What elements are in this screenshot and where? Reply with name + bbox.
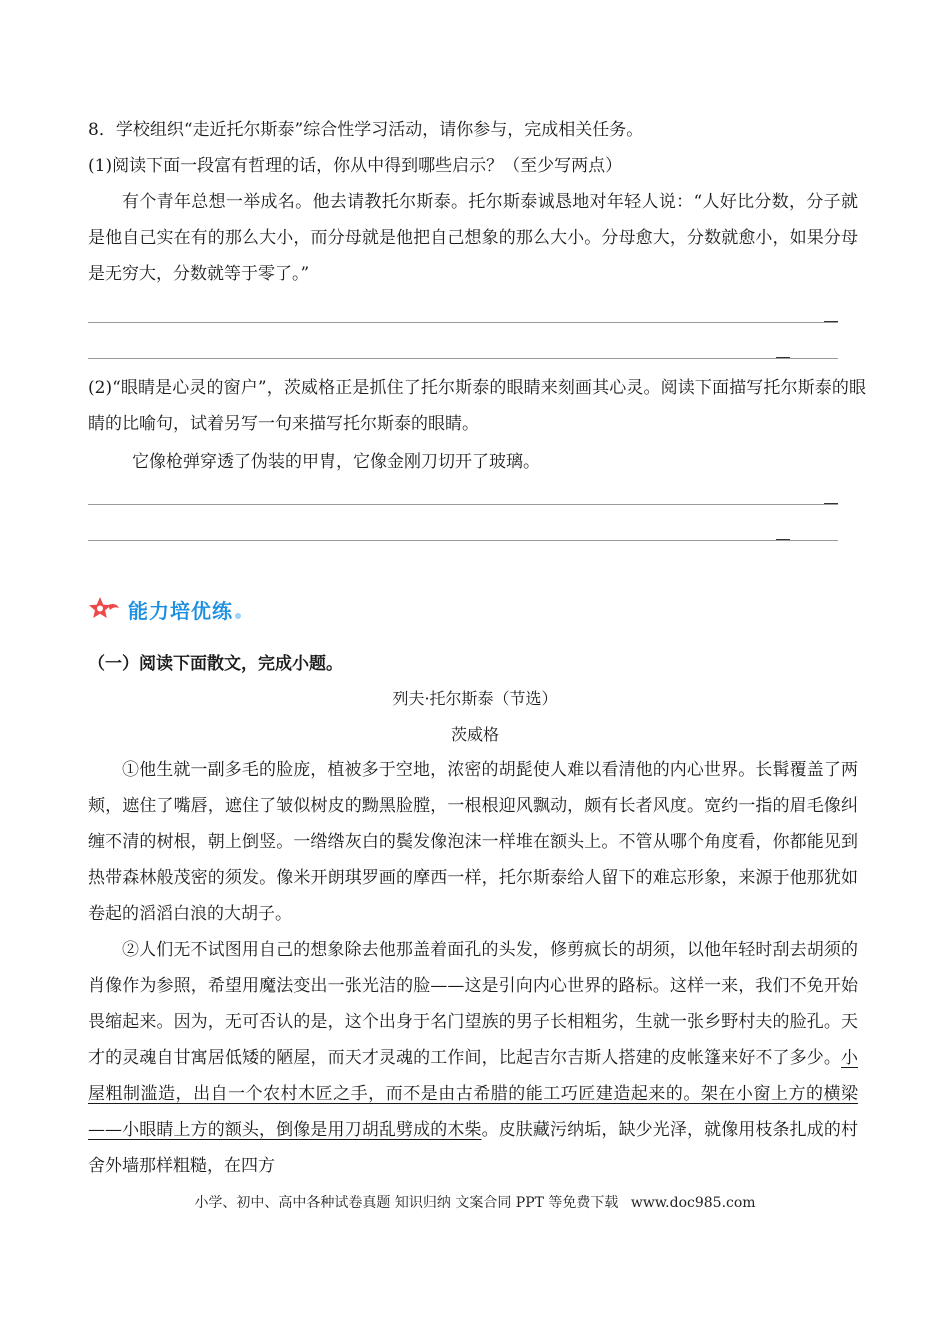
- philosophy-passage-text: 有个青年总想一举成名。他去请教托尔斯泰。托尔斯泰诚恳地对年轻人说：“人好比分数，分子就是他自己实在有的那么大小，而分母就是他把自己想象的那么大小。分母愈大，分数就愈小，如果分母是无穷大，分数就等于零了。”: [88, 192, 858, 284]
- answer-line-3: [88, 504, 838, 505]
- article-paragraph-2: [88, 932, 858, 1184]
- answer-line-2-tick: [776, 357, 790, 358]
- article-author: 茨威格: [450, 725, 499, 744]
- answer-line-4-tick: [776, 539, 790, 540]
- answer-line-1-tick: [824, 321, 838, 322]
- answer-line-3-tick: [824, 503, 838, 504]
- article-paragraph-1: ①他生就一副多毛的脸庞，植被多于空地，浓密的胡髭使人难以看清他的内心世界。长髯覆盖了两颊，遮住了嘴唇，遮住了皱似树皮的黝黑脸膛，一根根迎风飘动，颇有长者风度。宽约一指的眉毛像纠缠不清的树根，朝上倒竖。一绺绺灰白的鬓发像泡沫一样堆在额头上。不管从哪个角度看，你都能见到热带森林般茂密的须发。像米开朗琪罗画的摩西一样，托尔斯泰给人留下的难忘形象，来源于他那犹如卷起的滔滔白浪的大胡子。: [88, 760, 858, 924]
- philosophy-passage: [88, 184, 858, 292]
- section-heading: [88, 594, 241, 624]
- page-footer: [0, 1192, 950, 1212]
- decorative-dot: [235, 613, 241, 619]
- eye-metaphor-example: 它像枪弹穿透了伪装的甲胄，它像金刚刀切开了玻璃。: [132, 452, 540, 472]
- question-8-stem: 8．学校组织“走近托尔斯泰”综合性学习活动，请你参与，完成相关任务。: [88, 120, 644, 140]
- answer-line-2: [88, 358, 838, 359]
- article-title: 列夫·托尔斯泰（节选）: [392, 689, 558, 708]
- paragraph-2-tail: 。皮肤藏污纳垢，缺少光泽，就像用枝条扎成的村舍外墙那样粗糙，在四方: [88, 1120, 859, 1176]
- star-icon: [88, 596, 122, 622]
- article-body: [88, 752, 858, 1184]
- question-8-part1-prompt: (1)阅读下面一段富有哲理的话，你从中得到哪些启示？（至少写两点）: [88, 156, 623, 176]
- footer-url: www.doc985.com: [630, 1195, 756, 1211]
- answer-line-4: [88, 540, 838, 541]
- reading-instruction: （一）阅读下面散文，完成小题。: [88, 654, 343, 674]
- answer-line-1: [88, 322, 838, 323]
- footer-text: 小学、初中、高中各种试卷真题 知识归纳 文案合同 PPT 等免费下载: [194, 1195, 619, 1211]
- question-8-part2-prompt-block: [88, 370, 866, 442]
- section-heading-label: 能力培优练: [128, 598, 233, 623]
- question-8-part2-prompt: (2)“眼睛是心灵的窗户”，茨威格正是抓住了托尔斯泰的眼睛来刻画其心灵。阅读下面描写托尔斯泰的眼睛的比喻句，试着另写一句来描写托尔斯泰的眼睛。: [88, 378, 866, 434]
- paragraph-2-lead: ②人们无不试图用自己的想象除去他那盖着面孔的头发，修剪疯长的胡须，以他年轻时刮去胡须的肖像作为参照，希望用魔法变出一张光洁的脸——这是引向内心世界的路标。这样一来，我们不免开始畏缩起来。因为，无可否认的是，这个出身于名门望族的男子长相粗劣，生就一张乡野村夫的脸孔。天才的灵魂自甘寓居低矮的陋屋，而天才灵魂的工作间，比起吉尔吉斯人搭建的皮帐篷来好不了多少。: [88, 940, 858, 1068]
- underlined-sentence: 小屋粗制滥造，出自一个农村木匠之手，而不是由古希腊的能工巧匠建造起来的。架在小窗上方的横梁——小眼睛上方的额头，倒像是用刀胡乱劈成的木柴: [88, 1048, 858, 1140]
